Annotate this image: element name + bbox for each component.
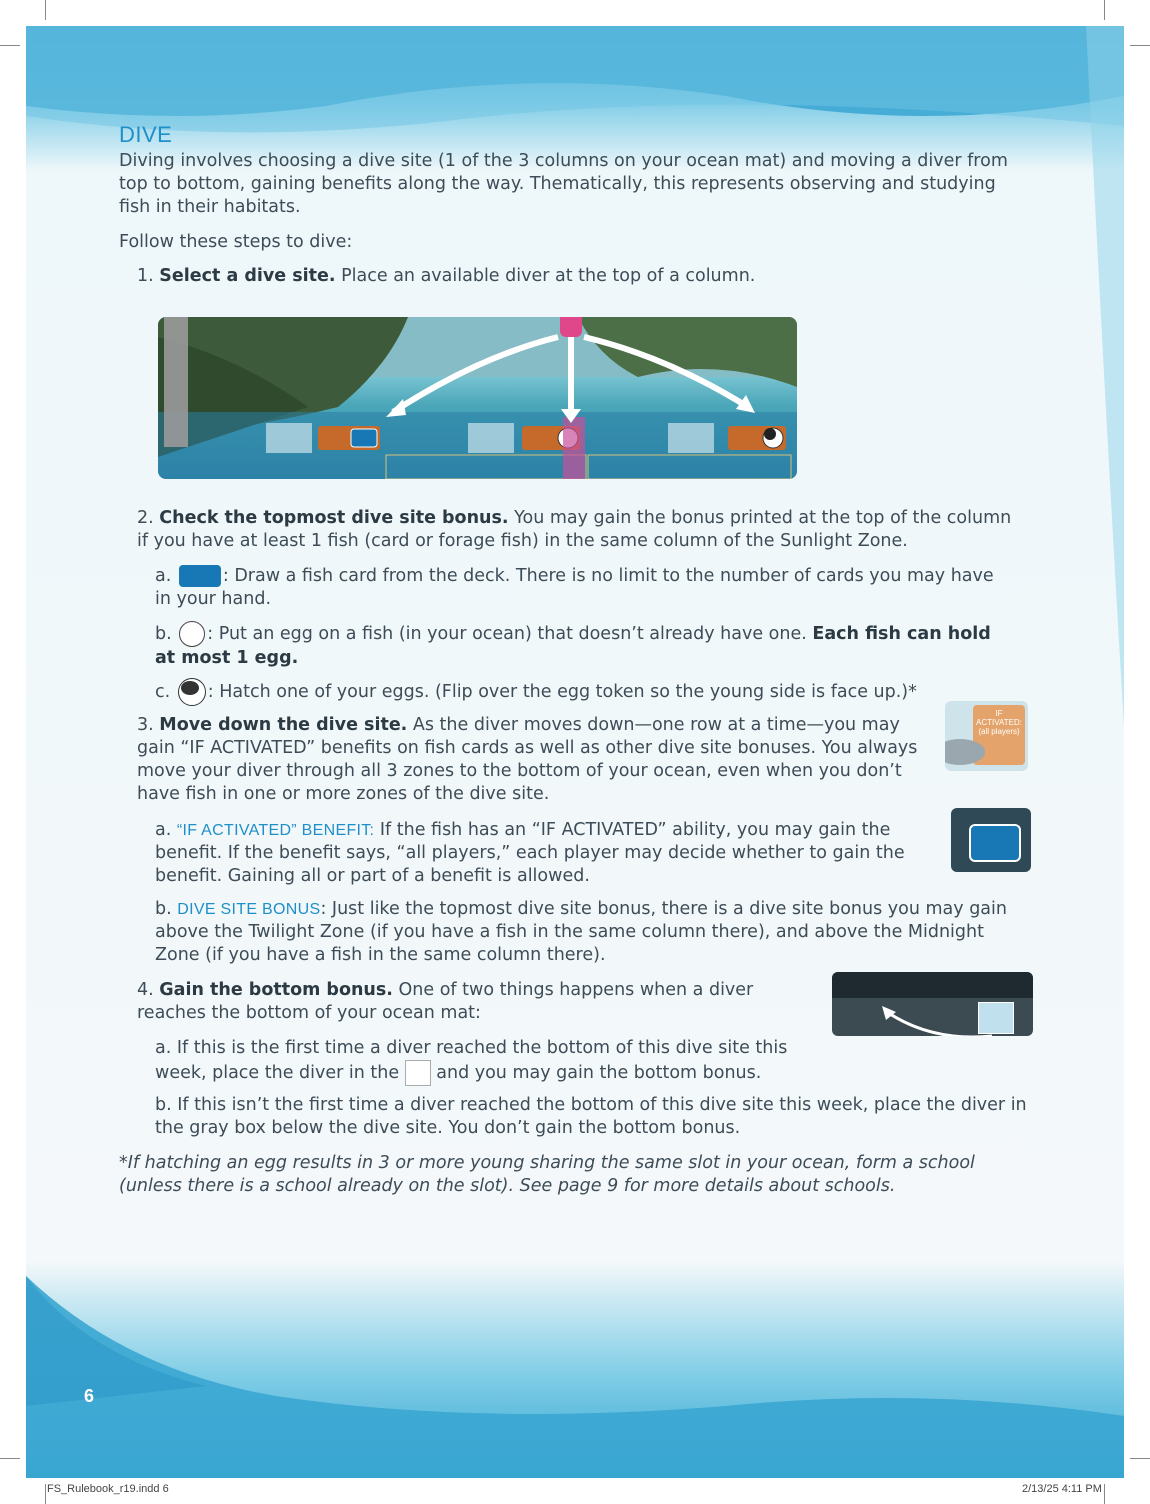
ocean-mat-illustration — [158, 317, 797, 479]
crop-mark — [1130, 45, 1150, 46]
step-title: Move down the dive site. — [159, 715, 408, 735]
crop-mark — [1104, 0, 1105, 20]
crop-mark — [1104, 1484, 1105, 1504]
hatch-icon — [178, 678, 206, 706]
step-text: You may gain the bonus printed at the top of the column if you have at least 1 fish (card or forage fish) in the same column of the Sunlight Zone. — [137, 508, 1012, 551]
step-2b — [155, 621, 1015, 670]
crop-mark — [0, 45, 20, 46]
intro-paragraph: Diving involves choosing a dive site (1 of the 3 columns on your ocean mat) and moving a diver from top to bottom, gaining benefits along the way. Thematically, this represents observing and studying fish in their habitats. — [119, 151, 1008, 217]
page-number: 6 — [84, 1386, 95, 1406]
step-text: and you may gain the bottom bonus. — [430, 1063, 762, 1083]
section-heading: DIVE — [119, 122, 173, 147]
step-4b — [155, 1094, 1035, 1140]
egg-icon — [179, 621, 205, 647]
step-1 — [137, 265, 1017, 288]
step-4 — [137, 979, 817, 1025]
step-text: One of two things happens when a diver reaches the bottom of your ocean mat: — [137, 980, 754, 1023]
fish-card-icon — [179, 565, 221, 587]
step-title: Check the topmost dive site bonus. — [159, 508, 509, 528]
footer-timestamp: 2/13/25 4:11 PM — [1022, 1483, 1102, 1495]
step-2 — [137, 507, 1017, 553]
mat-scenery — [158, 317, 797, 479]
step-text: As the diver moves down—one row at a time—you may gain “IF ACTIVATED” benefits on fish cards as well as other dive site bonuses. You always move your diver through all 3 zones to the bottom of your ocean, even when you don’t have fish in one or more zones of the dive site. — [137, 715, 918, 804]
step-title: Select a dive site. — [159, 266, 336, 286]
step-number: 1. — [137, 266, 154, 286]
step-letter: a. — [155, 566, 172, 586]
step-letter: b. — [155, 899, 172, 919]
step-text: : Just like the topmost dive site bonus, there is a dive site bonus you may gain above the Twilight Zone (if you have a fish in the same column there), and above the Midnight Zone (if you have a fish in the same column there). — [155, 899, 1007, 965]
step-3 — [137, 714, 937, 806]
step-text: If this isn’t the first time a diver reached the bottom of this dive site this week, place the diver in the gray box below the dive site. You don’t gain the bottom bonus. — [155, 1095, 1027, 1138]
step-text: : Hatch one of your eggs. (Flip over the egg token so the young side is face up.)* — [207, 682, 917, 702]
bottom-bonus-illustration — [832, 972, 1033, 1036]
step-3a — [155, 819, 940, 888]
card-label: IF ACTIVATED: (all players) — [976, 709, 1022, 736]
step-bold-text: Each fish can hold at most 1 egg. — [155, 624, 991, 668]
step-2c — [155, 678, 1015, 706]
crop-mark — [1130, 1458, 1150, 1459]
step-text: If the fish has an “IF ACTIVATED” ability, you may gain the benefit. If the benefit says, “all players,” each player may decide whether to gain the benefit. Gaining all or part of a benefit is allowed. — [155, 820, 905, 886]
step-text: : Draw a fish card from the deck. There is no limit to the number of cards you may have in your hand. — [155, 566, 994, 609]
dive-site-bonus-tag: DIVE SITE BONUS — [177, 901, 321, 918]
crop-mark — [45, 1484, 46, 1504]
step-text: : Put an egg on a fish (in your ocean) that doesn’t already have one. — [207, 624, 813, 644]
crop-mark — [45, 0, 46, 20]
step-letter: b. — [155, 1095, 172, 1115]
step-number: 2. — [137, 508, 154, 528]
fish-card-bonus-illustration — [951, 808, 1031, 872]
step-number: 3. — [137, 715, 154, 735]
if-activated-card-illustration — [945, 701, 1028, 771]
step-letter: a. — [155, 820, 172, 840]
footer-file-name: FS_Rulebook_r19.indd 6 — [47, 1483, 169, 1495]
step-4a — [155, 1037, 795, 1086]
step-letter: b. — [155, 624, 172, 644]
bottom-bonus-slot-icon — [405, 1060, 431, 1086]
step-3b — [155, 898, 1015, 967]
step-text: If this is the first time a diver reached the bottom of this dive site this week, place the diver in the — [155, 1038, 788, 1083]
step-number: 4. — [137, 980, 154, 1000]
if-activated-tag: “IF ACTIVATED” BENEFIT: — [176, 822, 375, 839]
step-title: Gain the bottom bonus. — [159, 980, 393, 1000]
step-letter: a. — [155, 1038, 172, 1058]
footnote: *If hatching an egg results in 3 or more young sharing the same slot in your ocean, form a school (unless there is a school already on the slot). See page 9 for more details about schools. — [119, 1153, 975, 1196]
step-letter: c. — [155, 682, 171, 702]
step-text: Place an available diver at the top of a column. — [335, 266, 756, 286]
follow-steps-text: Follow these steps to dive: — [119, 232, 353, 252]
step-2a — [155, 565, 1015, 611]
crop-mark — [0, 1458, 20, 1459]
